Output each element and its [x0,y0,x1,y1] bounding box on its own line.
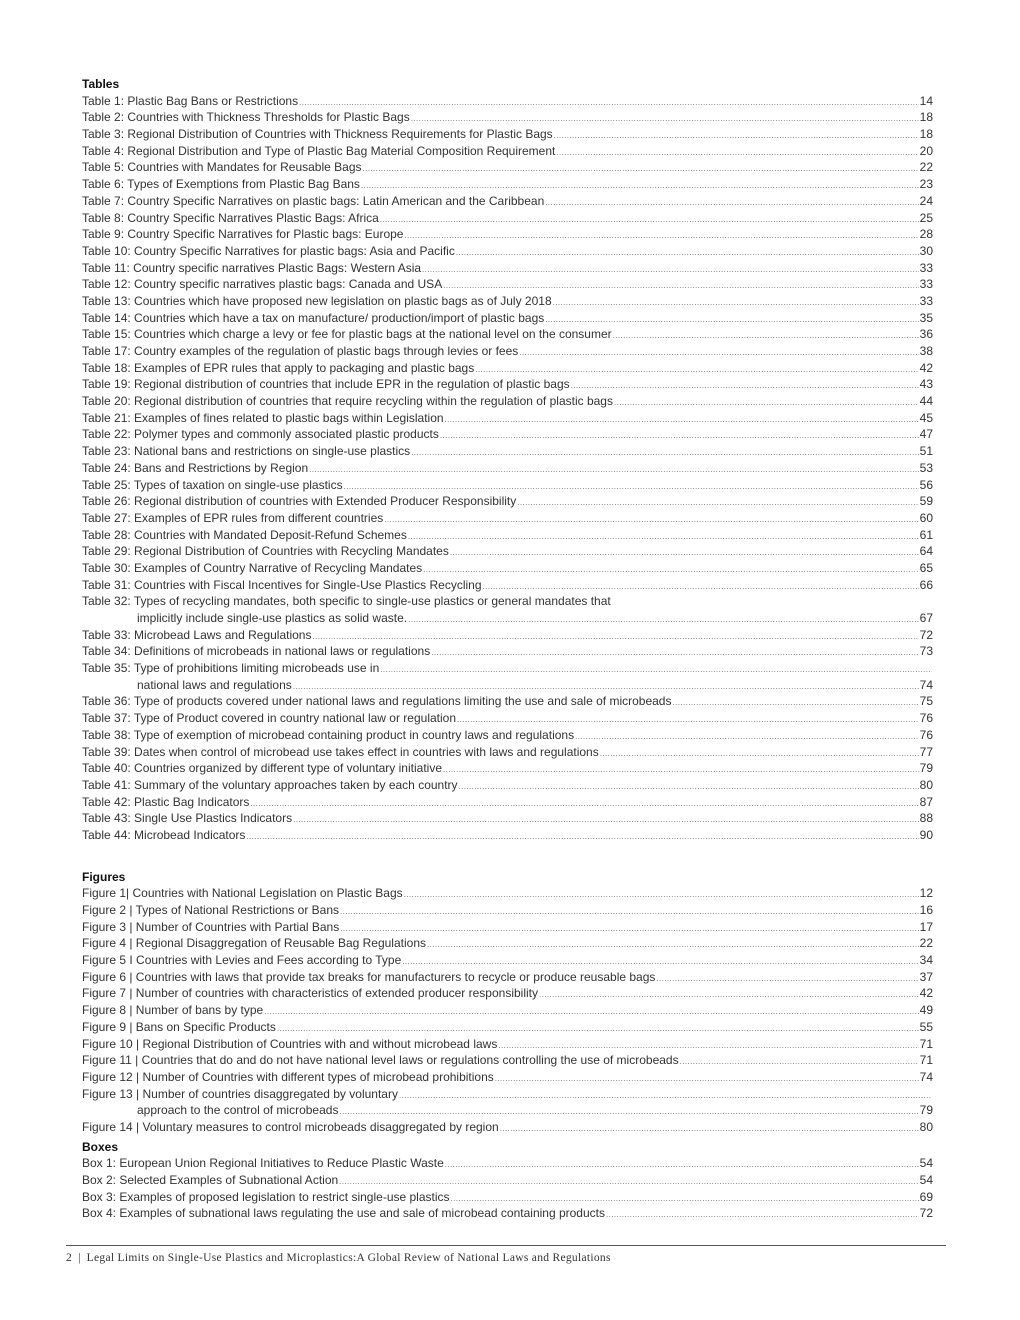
dot-leader [680,1054,919,1071]
table-entry-page: 77 [919,744,933,759]
table-entry[interactable] [82,744,933,761]
table-entry-page: 80 [919,777,933,792]
figure-entry[interactable] [82,969,933,986]
figure-entry-title: Figure 1| Countries with National Legislation on Plastic Bags [82,886,403,901]
table-entry[interactable] [82,477,933,494]
table-entry[interactable] [82,660,933,693]
dot-leader [404,228,918,245]
table-entry-page: 44 [919,394,933,409]
footer-title: Legal Limits on Single-Use Plastics and Microplastics:A Global Review of National Laws and Regulations [86,1252,611,1264]
table-entry[interactable] [82,243,933,260]
table-entry-title: Table 42: Plastic Bag Indicators [82,794,250,809]
figures-list [82,885,933,1135]
table-entry-page: 18 [919,110,933,125]
figure-entry-title: Figure 13 | Number of countries disaggregated by voluntary [82,1086,398,1101]
figure-entry[interactable] [82,1086,933,1119]
table-entry-page: 64 [919,544,933,559]
figure-entry[interactable] [82,1052,933,1069]
dot-leader [363,161,919,178]
table-entry-title: Table 7: Country Specific Narratives on plastic bags: Latin American and the Caribbean [82,193,545,208]
table-entry-page: 24 [919,193,933,208]
dot-leader [384,512,918,529]
figure-entry-page: 55 [919,1019,933,1034]
table-entry[interactable] [82,593,933,626]
table-entry-title: Table 28: Countries with Mandated Deposit-Refund Schemes [82,527,407,542]
dot-leader [600,746,919,763]
figure-entry[interactable] [82,1069,933,1086]
table-entry-page: 65 [919,560,933,575]
figure-entry-title: Figure 10 | Regional Distribution of Countries with and without microbead laws [82,1036,498,1051]
table-entry-title: Table 18: Examples of EPR rules that apply to packaging and plastic bags [82,360,475,375]
box-entry-page: 54 [919,1156,933,1171]
table-entry[interactable] [82,109,933,126]
table-entry-page: 47 [919,427,933,442]
dot-leader [495,1071,919,1088]
table-entry[interactable] [82,226,933,243]
figure-entry-page: 71 [919,1036,933,1051]
figure-entry-page: 16 [919,903,933,917]
table-entry[interactable] [82,794,933,811]
box-entry-title: Box 1: European Union Regional Initiatives to Reduce Plastic Waste [82,1156,444,1171]
table-entry-title: Table 11: Country specific narratives Plastic Bags: Western Asia [82,260,422,275]
figure-entry[interactable] [82,935,933,952]
table-entry-page: 33 [919,277,933,292]
dot-leader [539,987,919,1004]
table-entry-title: Table 31: Countries with Fiscal Incentives for Single-Use Plastics Recycling [82,577,482,592]
table-entry[interactable] [82,276,933,293]
box-entry[interactable] [82,1189,933,1206]
table-entry-page: 28 [919,227,933,242]
dot-leader [554,128,919,145]
table-entry-title: Table 34: Definitions of microbeads in national laws or regulations [82,644,431,659]
box-entry-title: Box 2: Selected Examples of Subnational Action [82,1173,339,1187]
table-entry-page: 25 [919,210,933,225]
table-entry-title: Table 17: Country examples of the regulation of plastic bags through levies or fees [82,344,519,358]
footer-divider [66,1245,946,1246]
figure-entry-title: Figure 12 | Number of Countries with different types of microbead prohibitions [82,1069,494,1084]
table-entry-title: Table 20: Regional distribution of countries that require recycling within the regulation of plastic bags [82,394,613,409]
figure-entry[interactable] [82,902,933,919]
dot-leader [250,796,918,813]
table-entry[interactable] [82,293,933,310]
table-entry[interactable] [82,193,933,210]
dot-leader [264,1004,918,1021]
table-entry-page: 76 [919,727,933,742]
box-entry-title: Box 4: Examples of subnational laws regulating the use and sale of microbead containing products [82,1206,605,1221]
table-entry[interactable] [82,527,933,544]
dot-leader [422,262,919,279]
table-entry-page: 79 [919,761,933,776]
table-entry-page: 56 [919,477,933,492]
dot-leader [672,695,918,712]
dot-leader [517,495,918,512]
figure-entry[interactable] [82,952,933,969]
figure-entry-page: 12 [919,886,933,901]
table-entry-page: 61 [919,527,933,542]
dot-leader [450,545,919,562]
table-entry-page: 88 [919,811,933,826]
table-entry[interactable] [82,93,933,110]
table-entry-page: 76 [919,711,933,726]
table-entry-title: Table 9: Country Specific Narratives for Plastic bags: Europe [82,227,404,242]
table-entry-title: Table 36: Type of products covered under national laws and regulations limiting the use and sale of microbeads [82,694,672,709]
dot-leader [309,462,919,479]
figure-entry[interactable] [82,985,933,1002]
dot-leader [614,395,919,412]
table-entry[interactable] [82,326,933,343]
table-entry[interactable] [82,176,933,193]
page-footer [66,1252,611,1264]
table-entry-title: Table 15: Countries which charge a levy or fee for plastic bags at the national level on the consumer [82,327,612,342]
tables-heading: Tables [82,77,120,91]
table-entry-page: 51 [919,444,933,459]
table-entry-title: Table 6: Types of Exemptions from Plastic Bag Bans [82,177,360,192]
table-entry[interactable] [82,410,933,427]
figure-entry-page: 34 [919,953,933,968]
dot-leader [404,887,919,904]
table-entry[interactable] [82,460,933,477]
table-entry-page: 60 [919,510,933,525]
table-entry[interactable] [82,493,933,510]
figure-entry-page: 71 [919,1053,933,1068]
table-entry-page: 43 [919,377,933,392]
table-entry[interactable] [82,143,933,160]
table-entry-page: 53 [919,460,933,475]
dot-leader [500,1121,919,1138]
table-entry-title: Table 8: Country Specific Narratives Plastic Bags: Africa [82,210,379,225]
figure-entry-title: Figure 14 | Voluntary measures to control microbeads disaggregated by region [82,1119,499,1134]
table-entry-title: Table 43: Single Use Plastics Indicators [82,811,293,826]
table-entry[interactable] [82,260,933,277]
dot-leader [408,529,919,546]
table-entry[interactable] [82,443,933,460]
table-entry[interactable] [82,560,933,577]
figure-entry[interactable] [82,1119,933,1136]
box-entry[interactable] [82,1205,933,1222]
table-entry[interactable] [82,426,933,443]
box-entry-page: 69 [919,1189,933,1204]
table-entry-title: Table 14: Countries which have a tax on manufacture/ production/import of plastic bags [82,310,545,325]
table-entry[interactable] [82,643,933,660]
dot-leader [408,612,919,629]
toc-content [82,76,933,1222]
figure-entry-page: 79 [919,1103,933,1118]
table-entry-title: Table 10: Country Specific Narratives for plastic bags: Asia and Pacific [82,243,455,258]
table-entry-page: 66 [919,577,933,592]
tables-list [82,93,933,844]
table-entry-page: 59 [919,494,933,509]
dot-leader [443,762,919,779]
dot-leader [427,937,919,954]
figure-entry-title: Figure 7 | Number of countries with characteristics of extended producer responsibility [82,986,538,1001]
table-entry-title: Table 44: Microbead Indicators [82,827,246,842]
table-entry-title: Table 37: Type of Product covered in country national law or regulation [82,711,457,726]
table-entry-title: Table 24: Bans and Restrictions by Region [82,460,309,475]
table-entry[interactable] [82,159,933,176]
table-entry-page: 90 [919,827,933,842]
dot-leader [656,971,918,988]
dot-leader [380,212,919,229]
table-entry-title: Table 35: Type of prohibitions limiting microbeads use in [82,661,380,676]
figure-entry[interactable] [82,1019,933,1036]
dot-leader [575,729,919,746]
dot-leader [606,1207,919,1224]
table-entry-page: 20 [919,143,933,158]
table-entry-title: Table 4: Regional Distribution and Type of Plastic Bag Material Composition Requirement [82,143,556,158]
box-entry[interactable] [82,1172,933,1189]
table-entry-title: Table 41: Summary of the voluntary approaches taken by each country [82,777,458,792]
table-entry-title: Table 32: Types of recycling mandates, both specific to single-use plastics or general mandates that [82,594,611,609]
figure-entry-title: Figure 4 | Regional Disaggregation of Reusable Bag Regulations [82,936,426,951]
table-entry-page: 35 [919,310,933,325]
table-entry-page: 38 [919,344,933,358]
table-entry-title: Table 13: Countries which have proposed new legislation on plastic bags as of July 2018 [82,293,552,308]
table-entry-title: Table 39: Dates when control of microbead use takes effect in countries with laws and regulations [82,744,599,759]
table-entry-title: Table 23: National bans and restrictions on single-use plastics [82,444,411,459]
table-entry-page: 18 [919,127,933,142]
dot-leader [293,812,919,829]
figure-entry[interactable] [82,885,933,902]
footer-page-number: 2 [66,1252,73,1264]
table-entry[interactable] [82,627,933,644]
table-entry-title: Table 22: Polymer types and commonly associated plastic products [82,427,439,442]
boxes-list [82,1155,933,1222]
boxes-heading: Boxes [82,1139,119,1154]
footer-separator: | [78,1252,81,1264]
dot-leader [571,378,919,395]
table-entry-title: Table 19: Regional distribution of countries that include EPR in the regulation of plastic bags [82,377,570,392]
table-entry[interactable] [82,577,933,594]
figure-entry-page: 37 [919,969,933,984]
table-entry-title: Table 25: Types of taxation on single-use plastics [82,477,343,492]
dot-leader [340,904,919,921]
table-entry[interactable] [82,343,933,360]
figure-entry-page: 49 [919,1003,933,1018]
dot-leader [553,295,919,312]
figure-entry-page: 17 [919,919,933,934]
dot-leader [445,1157,919,1174]
table-entry[interactable] [82,510,933,527]
box-entry-page: 72 [919,1206,933,1221]
figure-entry-title: Figure 11 | Countries that do and do not have national level laws or regulations controlling the use of microbeads [82,1053,679,1068]
figure-entry-page: 74 [919,1069,933,1084]
table-entry-title: Table 12: Country specific narratives plastic bags: Canada and USA [82,277,443,292]
dot-leader [519,345,918,362]
table-entry[interactable] [82,827,933,844]
figures-heading: Figures [82,869,126,884]
table-entry[interactable] [82,710,933,727]
table-entry[interactable] [82,210,933,227]
figure-entry-title-continued: approach to the control of microbeads [137,1103,339,1118]
dot-leader [440,428,919,445]
table-entry[interactable] [82,360,933,377]
table-entry-page: 67 [919,611,933,625]
dot-leader [613,328,919,345]
table-entry-title: Table 40: Countries organized by different type of voluntary initiative [82,761,442,776]
table-entry-title: Table 2: Countries with Thickness Thresholds for Plastic Bags [82,110,410,125]
table-entry-title: Table 33: Microbead Laws and Regulations [82,627,312,642]
table-entry[interactable] [82,727,933,744]
box-entry[interactable] [82,1155,933,1172]
figure-entry[interactable] [82,919,933,936]
dot-leader [459,779,919,796]
figure-entry-title: Figure 8 | Number of bans by type [82,1003,264,1018]
dot-leader [545,195,918,212]
box-entry-page: 54 [919,1173,933,1187]
figure-entry-title: Figure 3 | Number of Countries with Partial Bans [82,919,340,934]
box-entry-title: Box 3: Examples of proposed legislation to restrict single-use plastics [82,1189,450,1204]
table-entry-page: 33 [919,260,933,275]
figure-entry-title: Figure 6 | Countries with laws that provide tax breaks for manufacturers to recycle or produce reusable bags [82,969,656,984]
figure-entry-page: 80 [919,1119,933,1134]
table-entry-page: 74 [919,677,933,692]
table-entry-page: 33 [919,293,933,308]
table-entry-page: 42 [919,360,933,375]
table-entry-title: Table 3: Regional Distribution of Countries with Thickness Requirements for Plastic Bags [82,127,553,142]
table-entry-page: 87 [919,794,933,809]
dot-leader [423,562,918,579]
table-entry[interactable] [82,376,933,393]
table-entry-page: 30 [919,243,933,258]
figure-entry-title: Figure 2 | Types of National Restrictions or Bans [82,903,340,917]
figure-entry-title: Figure 9 | Bans on Specific Products [82,1019,276,1034]
table-entry-title: Table 26: Regional distribution of countries with Extended Producer Responsibility [82,494,517,509]
table-entry-title: Table 29: Regional Distribution of Countries with Recycling Mandates [82,544,449,559]
table-entry-page: 22 [919,160,933,175]
figure-entry[interactable] [82,1036,933,1053]
table-entry-title-continued: implicitly include single-use plastics as solid waste. [137,611,408,625]
table-entry-title: Table 21: Examples of fines related to plastic bags within Legislation [82,410,444,425]
table-entry[interactable] [82,543,933,560]
table-entry[interactable] [82,810,933,827]
table-entry[interactable] [82,126,933,143]
figure-entry-title: Figure 5 I Countries with Levies and Fees according to Type [82,953,402,968]
table-entry-page: 45 [919,410,933,425]
table-entry[interactable] [82,777,933,794]
table-entry-title: Table 30: Examples of Country Narrative of Recycling Mandates [82,560,423,575]
table-entry-title: Table 5: Countries with Mandates for Reusable Bags [82,160,362,175]
table-entry[interactable] [82,393,933,410]
figure-entry-page: 22 [919,936,933,951]
table-entry[interactable] [82,760,933,777]
dot-leader [246,829,918,846]
table-entry-title: Table 27: Examples of EPR rules from different countries [82,510,384,525]
dot-leader [411,445,918,462]
table-entry-page: 14 [919,93,933,108]
table-entry[interactable] [82,693,933,710]
table-entry-page: 72 [919,627,933,642]
dot-leader [431,645,918,662]
dot-leader [456,245,919,262]
dot-leader [556,145,918,162]
table-entry-page: 23 [919,177,933,192]
dot-leader [380,662,932,679]
table-entry-page: 75 [919,694,933,709]
figure-entry-page: 42 [919,986,933,1001]
table-entry-page: 73 [919,644,933,659]
dot-leader [445,412,919,429]
dot-leader [399,1088,932,1105]
table-entry-title: Table 1: Plastic Bag Bans or Restrictions [82,93,299,108]
table-entry-title: Table 38: Type of exemption of microbead containing product in country laws and regulations [82,727,575,742]
dot-leader [340,921,918,938]
table-entry-title-continued: national laws and regulations [137,677,292,692]
figure-entry[interactable] [82,1002,933,1019]
table-entry[interactable] [82,310,933,327]
table-entry-page: 36 [919,327,933,342]
